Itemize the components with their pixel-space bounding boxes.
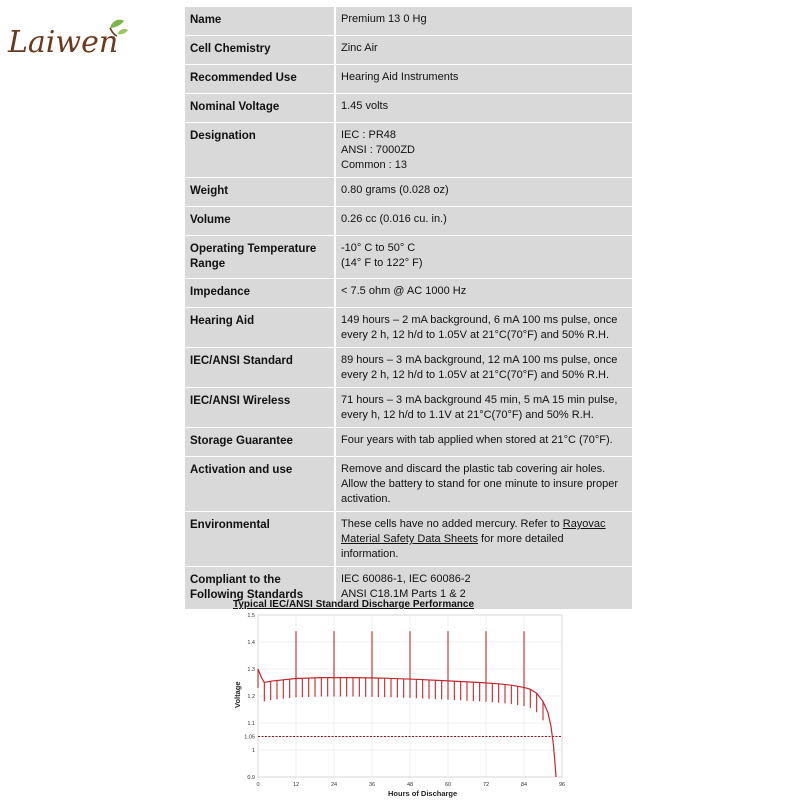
spec-label: Cell Chemistry <box>185 36 336 64</box>
svg-text:Laiwen: Laiwen <box>8 25 119 60</box>
x-tick-label: 36 <box>368 782 376 788</box>
x-tick-label: 48 <box>406 782 414 788</box>
spec-label: Designation <box>185 123 336 177</box>
x-tick-label: 24 <box>330 782 338 788</box>
spec-value: 1.45 volts <box>336 94 632 122</box>
x-tick-label: 60 <box>444 782 452 788</box>
discharge-chart-svg <box>222 608 582 800</box>
discharge-chart <box>222 608 582 800</box>
spec-label: Recommended Use <box>185 65 336 93</box>
spec-value-line: 71 hours – 3 mA background 45 min, 5 mA 15 min pulse, <box>341 394 618 406</box>
spec-row-recommended-use <box>185 65 632 93</box>
spec-label: Storage Guarantee <box>185 428 336 456</box>
spec-row-storage-guarantee <box>185 428 632 456</box>
spec-value-line: Remove and discard the plastic tab covering air holes. <box>341 463 606 475</box>
spec-table <box>185 6 632 610</box>
spec-row-hearing-aid <box>185 308 632 347</box>
spec-value <box>336 236 632 278</box>
spec-label: IEC/ANSI Wireless <box>185 388 336 427</box>
y-tick-label: 1.3 <box>247 667 255 673</box>
spec-value: Four years with tab applied when stored at 21°C (70°F). <box>336 428 632 456</box>
spec-row-volume <box>185 207 632 235</box>
x-tick-label: 84 <box>520 782 528 788</box>
spec-label-line: Operating Temperature <box>190 243 317 255</box>
spec-row-cell-chemistry <box>185 36 632 64</box>
spec-value-text: These cells have no added mercury. Refer to <box>341 518 560 530</box>
designation-common: Common : 13 <box>341 159 408 171</box>
spec-row-weight <box>185 178 632 206</box>
spec-value: 0.26 cc (0.016 cu. in.) <box>336 207 632 235</box>
designation-iec: IEC : PR48 <box>341 129 397 141</box>
spec-value <box>336 457 632 511</box>
spec-label: Environmental <box>185 512 336 566</box>
spec-value-line: every 2 h, 12 h/d to 1.05V at 21°C(70°F) and 50% R.H. <box>341 369 610 381</box>
spec-row-iec-ansi-wireless <box>185 388 632 427</box>
spec-value-line: ANSI C18.1M Parts 1 & 2 <box>341 588 466 600</box>
spec-value-line: IEC 60086-1, IEC 60086-2 <box>341 573 471 585</box>
spec-label: Nominal Voltage <box>185 94 336 122</box>
spec-label: IEC/ANSI Standard <box>185 348 336 387</box>
spec-value: < 7.5 ohm @ AC 1000 Hz <box>336 279 632 307</box>
spec-label <box>185 236 336 278</box>
spec-label: Weight <box>185 178 336 206</box>
spec-label-line: Range <box>190 258 226 270</box>
spec-label: Activation and use <box>185 457 336 511</box>
spec-label-line: Compliant to the <box>190 574 281 586</box>
spec-value-text: for more detailed <box>477 533 564 545</box>
x-tick-label: 72 <box>482 782 490 788</box>
spec-label: Impedance <box>185 279 336 307</box>
x-tick-label: 96 <box>558 782 566 788</box>
x-axis-label: Hours of Discharge <box>388 789 458 798</box>
spec-value-line: 149 hours – 2 mA background, 6 mA 100 ms pulse, once <box>341 314 618 326</box>
spec-value-line: Allow the battery to stand for one minute to insure proper <box>341 478 618 490</box>
spec-value-line: 89 hours – 3 mA background, 12 mA 100 ms pulse, once <box>341 354 618 366</box>
spec-value <box>336 388 632 427</box>
spec-row-operating-temperature <box>185 236 632 278</box>
spec-row-activation <box>185 457 632 511</box>
y-tick-label: 1.1 <box>247 721 255 727</box>
y-tick-label: 1.4 <box>247 640 255 646</box>
spec-value: Zinc Air <box>336 36 632 64</box>
laiwen-logo <box>6 10 130 62</box>
spec-value-line: information. <box>341 548 399 560</box>
spec-value: Hearing Aid Instruments <box>336 65 632 93</box>
spec-value-line: activation. <box>341 493 391 505</box>
spec-label-line: Following Standards <box>190 589 304 601</box>
leaf-icon <box>118 29 128 34</box>
spec-label: Hearing Aid <box>185 308 336 347</box>
spec-row-name <box>185 7 632 35</box>
chart-title: Typical IEC/ANSI Standard Discharge Performance <box>233 599 475 610</box>
y-tick-label: 1.05 <box>244 734 255 741</box>
spec-value: Premium 13 0 Hg <box>336 7 632 35</box>
spec-row-environmental <box>185 512 632 566</box>
y-axis-label: Voltage <box>233 681 242 708</box>
spec-value <box>336 512 632 566</box>
designation-ansi: ANSI : 7000ZD <box>341 144 415 156</box>
msds-link[interactable]: Material Safety Data Sheets <box>341 533 478 545</box>
spec-value-line: every h, 12 h/d to 1.1V at 21°C(70°F) and 50% R.H. <box>341 409 594 421</box>
spec-row-designation <box>185 123 632 177</box>
spec-label: Name <box>185 7 336 35</box>
x-tick-label: 0 <box>256 782 260 788</box>
y-tick-label: 1 <box>251 748 255 754</box>
spec-value <box>336 123 632 177</box>
spec-row-nominal-voltage <box>185 94 632 122</box>
x-tick-label: 12 <box>292 782 300 788</box>
y-tick-label: 1.2 <box>247 694 255 700</box>
spec-row-iec-ansi-standard <box>185 348 632 387</box>
spec-row-impedance <box>185 279 632 307</box>
spec-value: 0.80 grams (0.028 oz) <box>336 178 632 206</box>
spec-value <box>336 348 632 387</box>
spec-value-line: -10° C to 50° C <box>341 242 416 254</box>
spec-value-line: (14° F to 122° F) <box>341 257 423 269</box>
y-tick-label: 0.9 <box>247 775 255 781</box>
y-tick-label: 1.5 <box>247 613 255 619</box>
spec-value <box>336 308 632 347</box>
spec-value-line: every 2 h, 12 h/d to 1.05V at 21°C(70°F) and 50% R.H. <box>341 329 610 341</box>
rayovac-link[interactable]: Rayovac <box>562 518 606 530</box>
spec-label: Volume <box>185 207 336 235</box>
